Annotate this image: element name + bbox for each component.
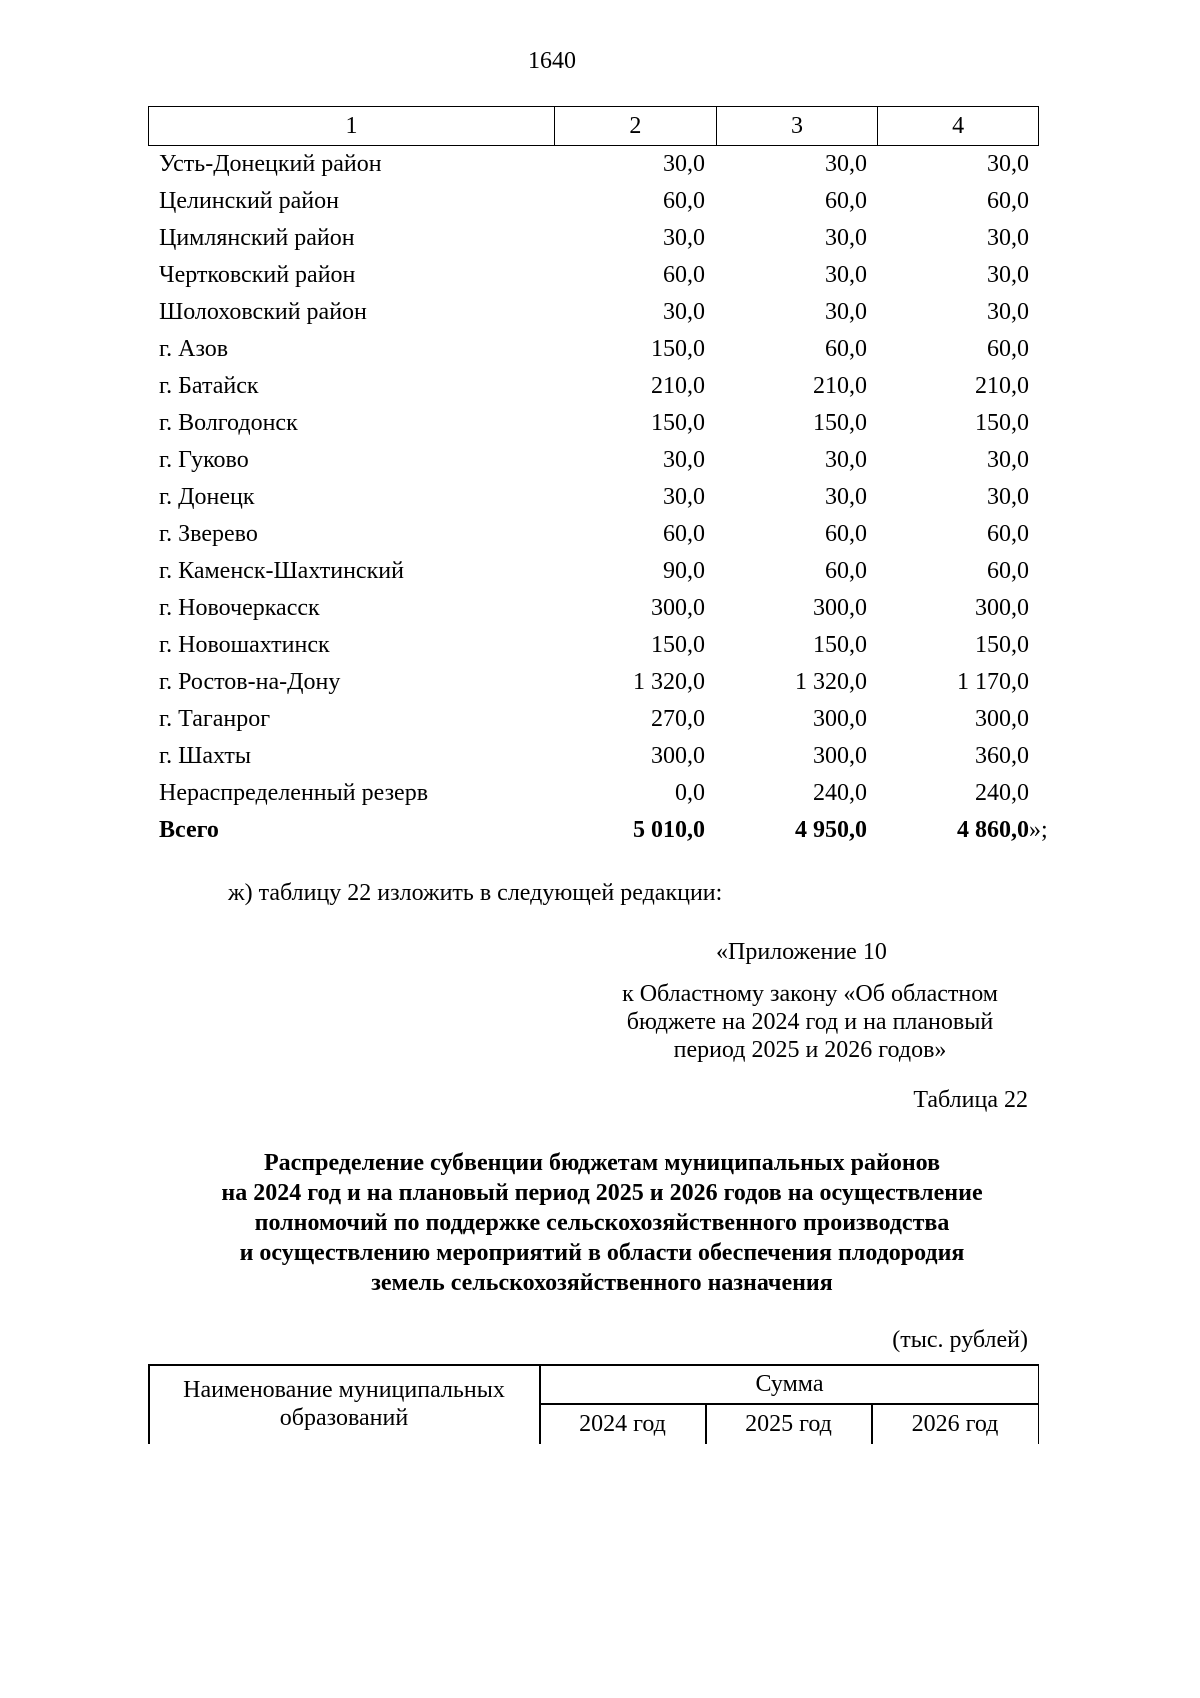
row-name: г. Азов <box>159 336 229 362</box>
year-header-2026: 2026 год <box>911 1410 999 1437</box>
value-2024: 0,0 <box>675 780 705 806</box>
value-2025: 60,0 <box>825 558 867 584</box>
value-2024: 300,0 <box>651 743 705 769</box>
table-row <box>148 442 1068 479</box>
value-2026: 30,0 <box>987 484 1029 510</box>
title-line: и осуществлению мероприятий в области обеспечения плодородия <box>239 1240 965 1266</box>
title-line: земель сельскохозяйственного назначения <box>371 1270 833 1296</box>
value-2024: 210,0 <box>651 373 705 399</box>
value-2025: 30,0 <box>825 151 867 177</box>
value-2026: 150,0 <box>975 410 1029 436</box>
total-2024: 5 010,0 <box>633 817 705 843</box>
unit-label: (тыс. рублей) <box>892 1327 1028 1353</box>
total-row <box>148 812 1068 849</box>
row-name: Целинский район <box>159 188 339 214</box>
table-body <box>148 146 1068 849</box>
value-2026: 30,0 <box>987 151 1029 177</box>
table-row <box>148 183 1068 220</box>
row-name: г. Новочеркасск <box>159 595 320 621</box>
value-2026: 30,0 <box>987 262 1029 288</box>
title-line: на 2024 год и на плановый период 2025 и 2026 годов на осуществление <box>221 1180 983 1206</box>
total-2026: 4 860,0 <box>957 817 1029 843</box>
table-row <box>148 146 1068 183</box>
value-2025: 1 320,0 <box>795 669 867 695</box>
row-name: г. Ростов-на-Дону <box>159 669 341 695</box>
table-row <box>148 738 1068 775</box>
row-name: г. Зверево <box>159 521 258 547</box>
value-2024: 270,0 <box>651 706 705 732</box>
value-2024: 30,0 <box>663 299 705 325</box>
value-2026: 30,0 <box>987 447 1029 473</box>
value-2025: 300,0 <box>813 706 867 732</box>
table-row <box>148 405 1068 442</box>
title-line: полномочий по поддержке сельскохозяйственного производства <box>254 1210 950 1236</box>
table-row <box>148 664 1068 701</box>
value-2026: 60,0 <box>987 521 1029 547</box>
value-2025: 240,0 <box>813 780 867 806</box>
distribution-title <box>150 1148 1054 1298</box>
total-label: Всего <box>159 817 219 843</box>
table-row <box>148 294 1068 331</box>
value-2025: 30,0 <box>825 447 867 473</box>
value-2025: 60,0 <box>825 188 867 214</box>
total-2025: 4 950,0 <box>795 817 867 843</box>
header-line: Наименование муниципальных <box>183 1377 505 1403</box>
value-2024: 60,0 <box>663 188 705 214</box>
value-2024: 30,0 <box>663 447 705 473</box>
title-line: Распределение субвенции бюджетам муниципальных районов <box>263 1150 941 1176</box>
row-name: Шолоховский район <box>159 299 367 325</box>
value-2025: 300,0 <box>813 595 867 621</box>
appendix-title: «Приложение 10 <box>716 939 887 965</box>
table-row <box>148 627 1068 664</box>
value-2026: 150,0 <box>975 632 1029 658</box>
table-label: Таблица 22 <box>913 1087 1028 1113</box>
value-2026: 300,0 <box>975 595 1029 621</box>
column-header-1: 1 <box>345 112 358 139</box>
table-row <box>148 331 1068 368</box>
table-row <box>148 516 1068 553</box>
value-2026: 60,0 <box>987 188 1029 214</box>
value-2025: 30,0 <box>825 262 867 288</box>
value-2025: 30,0 <box>825 225 867 251</box>
value-2024: 150,0 <box>651 632 705 658</box>
table-row <box>148 368 1068 405</box>
table-row <box>148 775 1068 812</box>
value-2024: 30,0 <box>663 225 705 251</box>
row-name: Цимлянский район <box>159 225 355 251</box>
row-name: г. Таганрог <box>159 706 271 732</box>
amendment-instruction: ж) таблицу 22 изложить в следующей редакции: <box>228 880 723 906</box>
municipality-header <box>148 1364 540 1444</box>
value-2024: 60,0 <box>663 262 705 288</box>
value-2026: 240,0 <box>975 780 1029 806</box>
column-header-3: 3 <box>716 107 878 145</box>
row-name: Чертковский район <box>159 262 356 288</box>
row-name: г. Батайск <box>159 373 259 399</box>
year-header-2025: 2025 год <box>745 1410 832 1437</box>
value-2025: 60,0 <box>825 521 867 547</box>
row-name: г. Каменск-Шахтинский <box>159 558 404 584</box>
row-name: Нераспределенный резерв <box>159 780 429 806</box>
row-name: г. Шахты <box>159 743 252 769</box>
value-2024: 30,0 <box>663 484 705 510</box>
row-name: г. Гуково <box>159 447 249 473</box>
value-2026: 60,0 <box>987 558 1029 584</box>
value-2026: 360,0 <box>975 743 1029 769</box>
value-2025: 300,0 <box>813 743 867 769</box>
value-2025: 30,0 <box>825 484 867 510</box>
value-2024: 30,0 <box>663 151 705 177</box>
value-2024: 1 320,0 <box>633 669 705 695</box>
value-2026: 300,0 <box>975 706 1029 732</box>
table-row <box>148 220 1068 257</box>
row-name: г. Новошахтинск <box>159 632 330 658</box>
value-2025: 60,0 <box>825 336 867 362</box>
row-name: Усть-Донецкий район <box>159 151 382 177</box>
table-row <box>148 590 1068 627</box>
row-name: г. Волгодонск <box>159 410 298 436</box>
column-header-2: 2 <box>554 107 716 145</box>
row-name: г. Донецк <box>159 484 255 510</box>
table-row <box>148 257 1068 294</box>
value-2025: 30,0 <box>825 299 867 325</box>
page-number: 1640 <box>528 48 576 74</box>
value-2025: 150,0 <box>813 410 867 436</box>
column-header-4: 4 <box>877 107 1038 145</box>
value-2026: 1 170,0 <box>957 669 1029 695</box>
value-2024: 90,0 <box>663 558 705 584</box>
table-row <box>148 479 1068 516</box>
value-2026: 30,0 <box>987 225 1029 251</box>
value-2026: 30,0 <box>987 299 1029 325</box>
closing-quote: »; <box>1029 817 1048 843</box>
table-row <box>148 553 1068 590</box>
value-2024: 150,0 <box>651 410 705 436</box>
appendix-ref-line: период 2025 и 2026 годов» <box>673 1037 947 1063</box>
value-2024: 150,0 <box>651 336 705 362</box>
value-2026: 210,0 <box>975 373 1029 399</box>
table-header-row <box>148 106 1039 146</box>
year-header-2024: 2024 год <box>579 1410 666 1437</box>
value-2024: 300,0 <box>651 595 705 621</box>
value-2025: 150,0 <box>813 632 867 658</box>
table-row <box>148 701 1068 738</box>
value-2024: 60,0 <box>663 521 705 547</box>
value-2025: 210,0 <box>813 373 867 399</box>
appendix-reference <box>590 980 1030 1064</box>
appendix-ref-line: к Областному закону «Об областном <box>622 981 998 1007</box>
sum-header: Сумма <box>755 1370 824 1397</box>
appendix-ref-line: бюджете на 2024 год и на плановый <box>626 1009 994 1035</box>
value-2026: 60,0 <box>987 336 1029 362</box>
distribution-table-header <box>148 1364 1039 1444</box>
header-line: образований <box>279 1405 409 1431</box>
